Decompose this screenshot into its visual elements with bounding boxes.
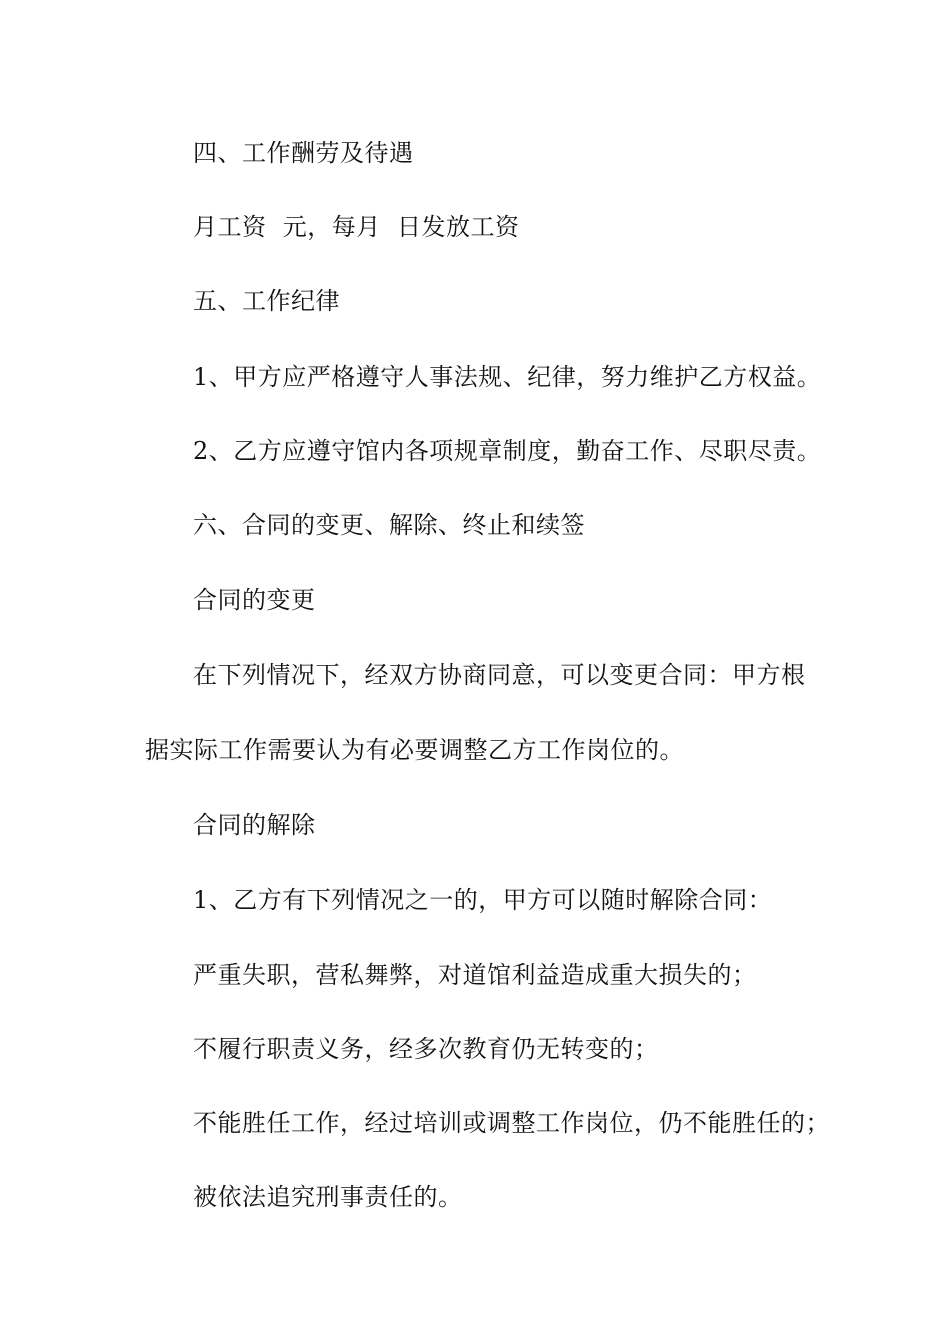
- termination-reason-4: 被依法追究刑事责任的。: [193, 1183, 463, 1211]
- discipline-item-1: 1、甲方应严格遵守人事法规、纪律，努力维护乙方权益。: [193, 363, 822, 391]
- section-heading-discipline: 五、工作纪律: [193, 287, 340, 315]
- subheading-contract-change: 合同的变更: [193, 586, 316, 614]
- salary-line: 月工资 元，每月 日发放工资: [193, 213, 520, 241]
- termination-reason-1: 严重失职，营私舞弊，对道馆利益造成重大损失的；: [193, 961, 757, 989]
- termination-reason-3: 不能胜任工作，经过培训或调整工作岗位，仍不能胜任的；: [193, 1109, 830, 1137]
- termination-reason-2: 不履行职责义务，经多次教育仍无转变的；: [193, 1035, 659, 1063]
- discipline-item-2: 2、乙方应遵守馆内各项规章制度，勤奋工作、尽职尽责。: [193, 437, 822, 465]
- section-heading-contract: 六、合同的变更、解除、终止和续签: [193, 511, 585, 539]
- subheading-contract-termination: 合同的解除: [193, 811, 316, 839]
- termination-item-1: 1、乙方有下列情况之一的，甲方可以随时解除合同：: [193, 886, 773, 914]
- section-heading-compensation: 四、工作酬劳及待遇: [193, 139, 414, 167]
- change-paragraph-line-1: 在下列情况下，经双方协商同意，可以变更合同：甲方根: [193, 661, 806, 689]
- change-paragraph-line-2: 据实际工作需要认为有必要调整乙方工作岗位的。: [145, 736, 684, 764]
